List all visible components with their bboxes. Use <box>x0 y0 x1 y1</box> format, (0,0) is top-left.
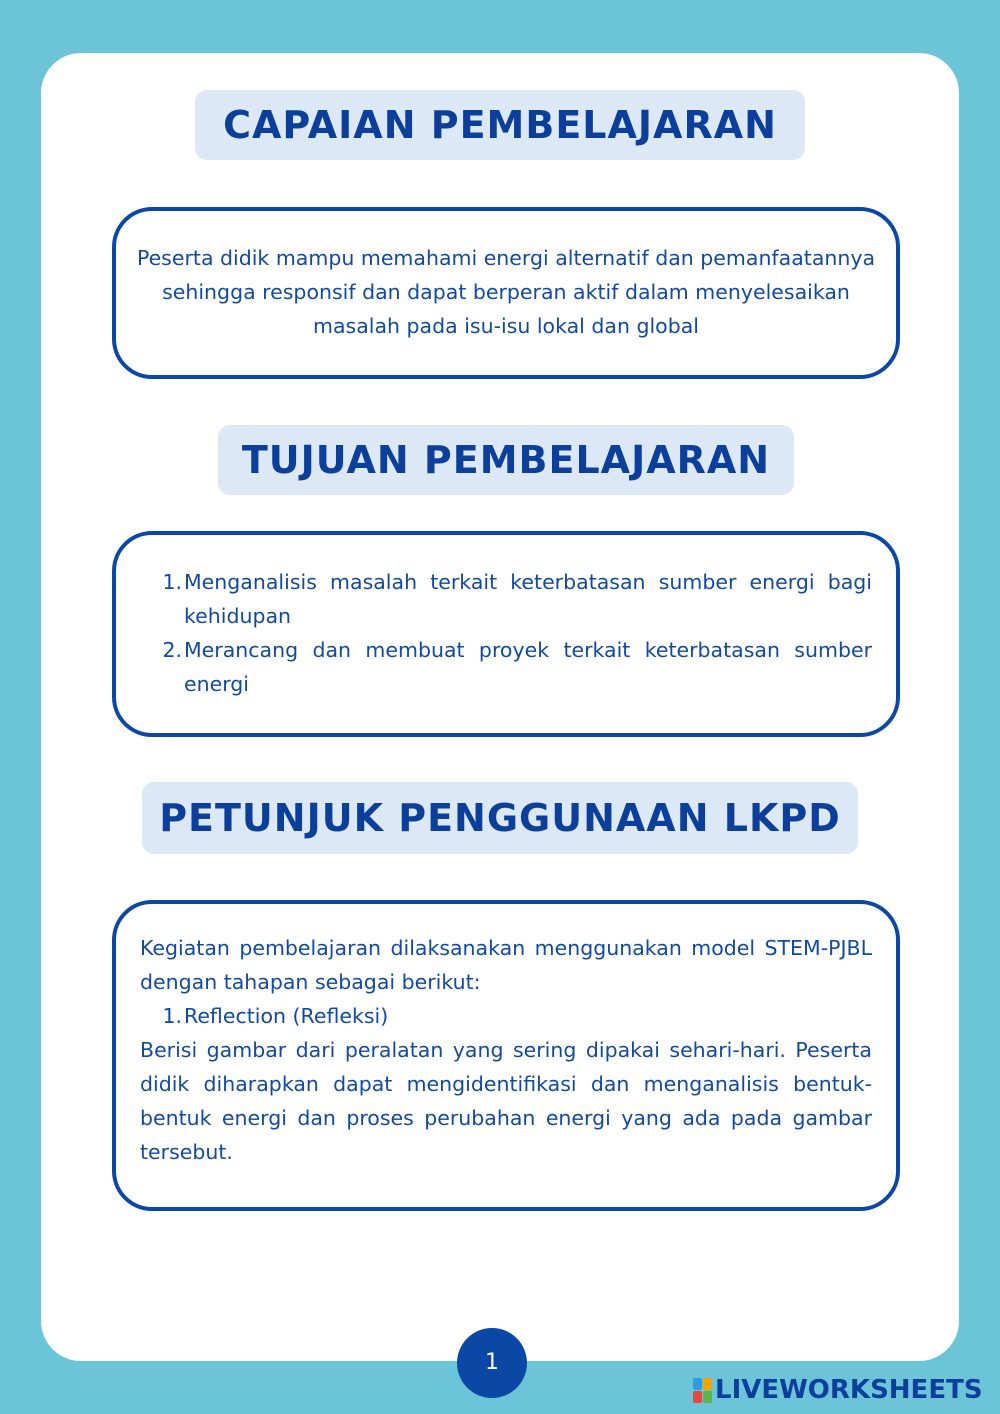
capaian-box <box>112 207 900 379</box>
list-text: Reflection (Refleksi) <box>184 1004 389 1028</box>
petunjuk-intro: Kegiatan pembelajaran dilaksanakan menggunakan model STEM-PJBL dengan tahapan sebagai berikut: <box>140 936 872 994</box>
capaian-heading: CAPAIAN PEMBELAJARAN <box>195 90 805 160</box>
tujuan-list <box>140 565 872 701</box>
list-text: Merancang dan membuat proyek terkait keterbatasan sumber energi <box>184 638 872 696</box>
list-item <box>140 633 872 701</box>
list-number: 1. <box>162 1004 182 1028</box>
page-number-badge: 1 <box>457 1328 527 1398</box>
tujuan-heading: TUJUAN PEMBELAJARAN <box>218 425 794 495</box>
list-number: 2. <box>162 638 182 662</box>
list-item <box>140 999 872 1033</box>
liveworksheets-brand[interactable] <box>693 1373 983 1407</box>
petunjuk-box <box>112 900 900 1211</box>
worksheet-page <box>41 53 959 1361</box>
tujuan-box <box>112 531 900 737</box>
petunjuk-heading: PETUNJUK PENGGUNAAN LKPD <box>142 782 858 854</box>
petunjuk-description: Berisi gambar dari peralatan yang sering dipakai sehari-hari. Peserta didik diharapkan dapat mengidentifikasi dan menganalisis bentuk-bentuk energi dan proses perubahan energi yang ada pada gambar tersebut. <box>140 1038 872 1164</box>
list-number: 1. <box>162 570 182 594</box>
brand-name: LIVEWORKSHEETS <box>715 1375 983 1405</box>
capaian-text: Peserta didik mampu memahami energi alternatif dan pemanfaatannya sehingga responsif dan dapat berperan aktif dalam menyelesaikan masalah pada isu-isu lokal dan global <box>136 246 876 338</box>
list-text: Menganalisis masalah terkait keterbatasan sumber energi bagi kehidupan <box>184 570 872 628</box>
list-item <box>140 565 872 633</box>
liveworksheets-logo-icon <box>693 1378 712 1403</box>
